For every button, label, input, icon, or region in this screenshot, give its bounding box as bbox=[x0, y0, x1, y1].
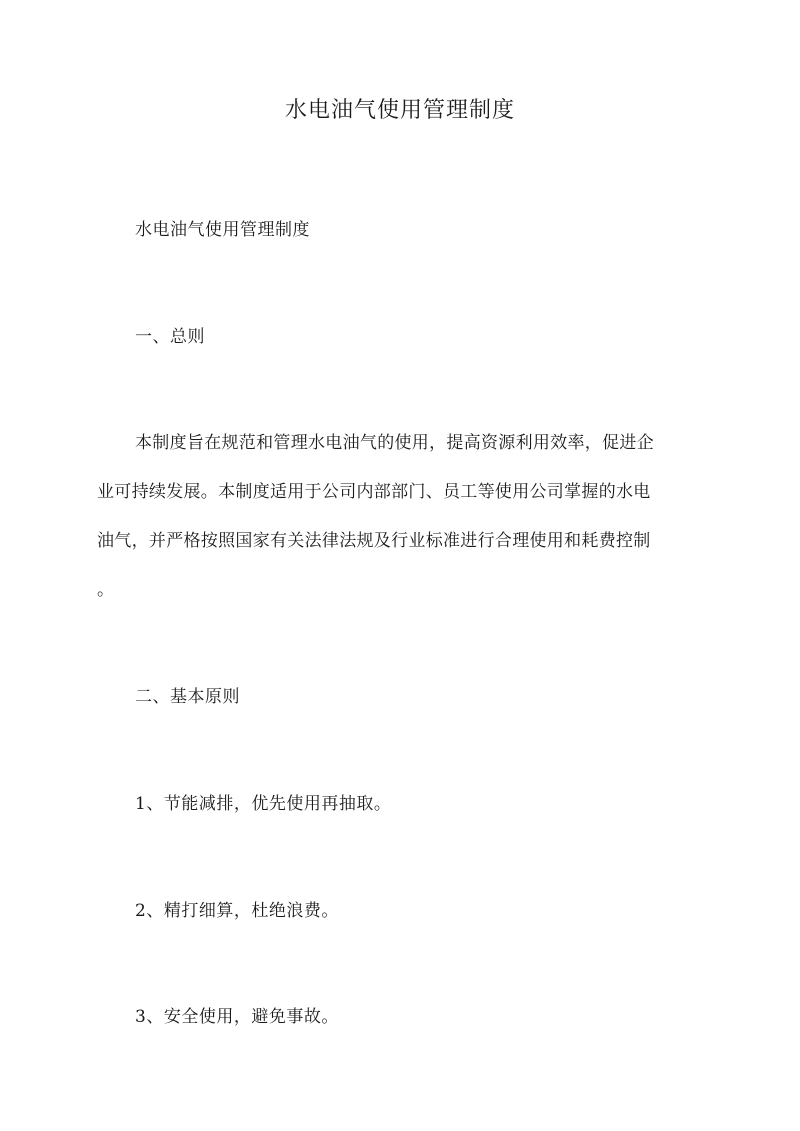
section-paragraph-general bbox=[97, 431, 707, 627]
paragraph-line: 业可持续发展。本制度适用于公司内部部门、员工等使用公司掌握的水电 bbox=[97, 482, 651, 502]
section-heading-general: 一、总则 bbox=[135, 327, 205, 347]
document-title: 水电油气使用管理制度 bbox=[284, 98, 515, 123]
paragraph-line: 本制度旨在规范和管理水电油气的使用，提高资源利用效率，促进企 bbox=[135, 433, 654, 453]
list-item: 3、安全使用，避免事故。 bbox=[135, 1007, 339, 1027]
paragraph-line: 油气，并严格按照国家有关法律法规及行业标准进行合理使用和耗费控制 bbox=[97, 531, 651, 551]
paragraph-line: 。 bbox=[97, 580, 115, 600]
document-subtitle: 水电油气使用管理制度 bbox=[135, 220, 310, 240]
list-item: 2、精打细算，杜绝浪费。 bbox=[135, 901, 339, 921]
list-item: 1、节能减排，优先使用再抽取。 bbox=[135, 794, 392, 814]
section-heading-principles: 二、基本原则 bbox=[135, 687, 240, 707]
